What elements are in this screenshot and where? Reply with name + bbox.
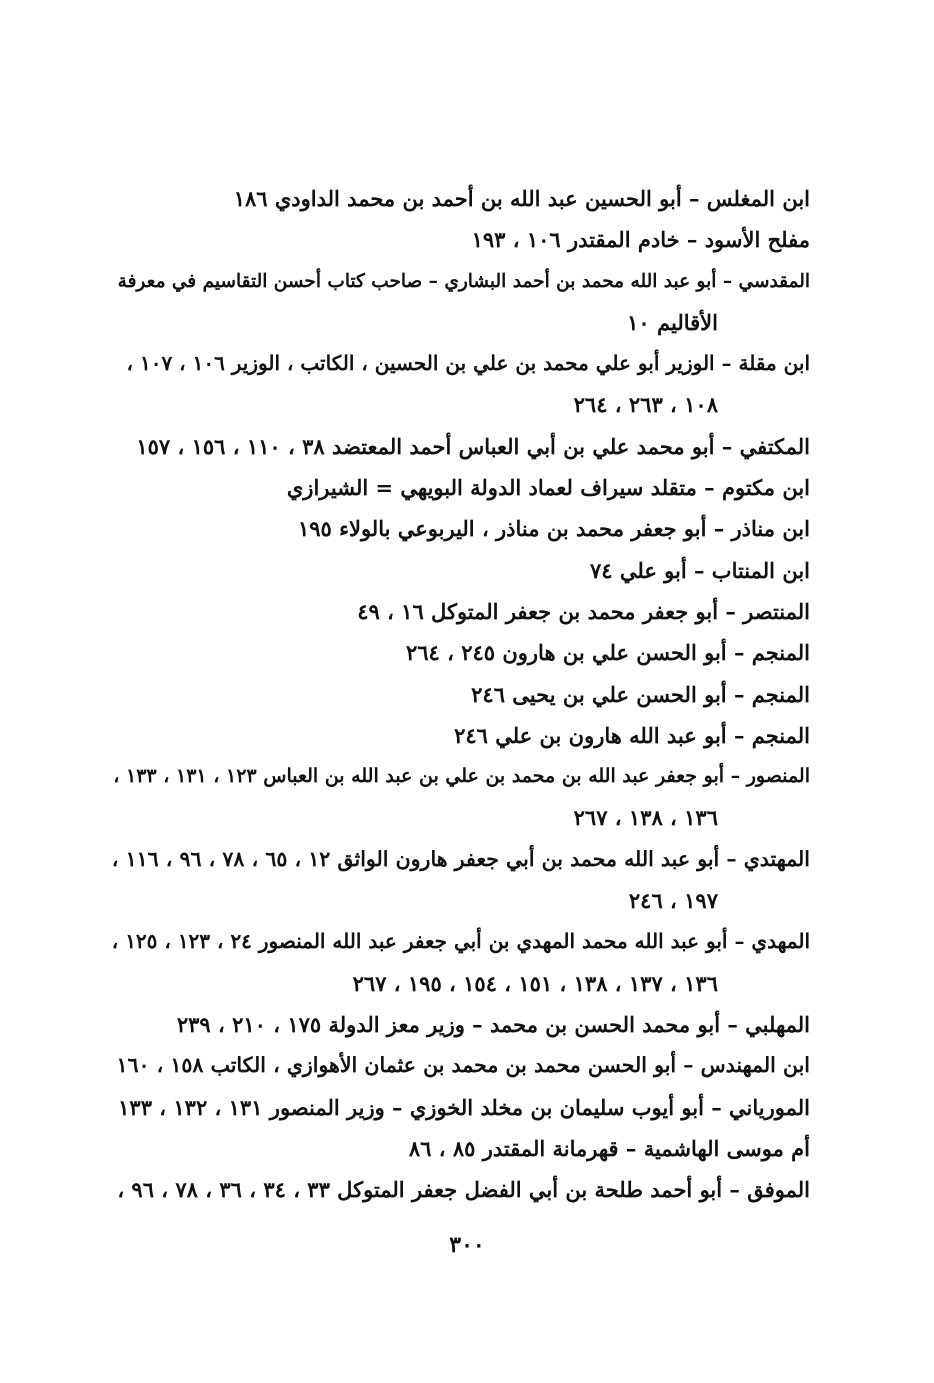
index-entry: المورياني – أبو أيوب سليمان بن مخلد الخوزي – وزير المنصور ١٣١ ، ١٣٢ ، ١٣٣	[118, 1094, 810, 1120]
index-entry: ابن المغلس – أبو الحسين عبد الله بن أحمد بن محمد الداودي ١٨٦	[233, 186, 810, 211]
index-entry: المقدسي – أبو عبد الله محمد بن أحمد البشاري – صاحب كتاب أحسن التقاسيم في معرفة	[117, 270, 810, 292]
index-entry: المنجم – أبو الحسن علي بن يحيى ٢٤٦	[471, 681, 810, 707]
index-entry: المهلبي – أبو محمد الحسن بن محمد – وزير معز الدولة ١٧٥ ، ٢١٠ ، ٢٣٩	[176, 1011, 810, 1037]
index-entry: المنجم – أبو الحسن علي بن هارون ٢٤٥ ، ٢٦٤	[405, 640, 810, 666]
index-entry: المهتدي – أبو عبد الله محمد بن أبي جعفر هارون الواثق ١٢ ، ٦٥ ، ٧٨ ، ٩٦ ، ١١٦ ،	[111, 846, 810, 871]
index-entry-continuation: ١٣٦ ، ١٣٨ ، ٢٦٧	[573, 805, 718, 831]
index-entry: أم موسى الهاشمية – قهرمانة المقتدر ٨٥ ، ٨٦	[408, 1135, 810, 1161]
index-entry-continuation: ١٠٨ ، ٢٦٣ ، ٢٦٤	[573, 392, 718, 418]
name-index-list	[110, 178, 810, 1210]
index-entry: المنصور – أبو جعفر عبد الله بن محمد بن علي بن عبد الله بن العباس ١٢٣ ، ١٣١ ، ١٣٣ ،	[113, 765, 810, 788]
index-entry: المكتفي – أبو محمد علي بن أبي العباس أحمد المعتضد ٣٨ ، ١١٠ ، ١٥٦ ، ١٥٧	[136, 433, 810, 459]
index-entry-continuation: الأقاليم ١٠	[627, 309, 718, 335]
index-entry: المهدي – أبو عبد الله محمد المهدي بن أبي جعفر عبد الله المنصور ٢٤ ، ١٢٣ ، ١٢٥ ،	[111, 929, 810, 954]
index-entry: الموفق – أبو أحمد طلحة بن أبي الفضل جعفر المتوكل ٣٣ ، ٣٤ ، ٣٦ ، ٧٨ ، ٩٦ ،	[117, 1177, 810, 1203]
index-entry-continuation: ١٩٧ ، ٢٤٦	[628, 888, 718, 914]
index-entry: ابن المنتاب – أبو علي ٧٤	[589, 557, 810, 583]
index-entry: ابن مقلة – الوزير أبو علي محمد بن علي بن الحسين ، الكاتب ، الوزير ١٠٦ ، ١٠٧ ،	[126, 351, 810, 376]
page-number: ٣٠٠	[449, 1232, 485, 1258]
index-entry: المنتصر – أبو جعفر محمد بن جعفر المتوكل ١٦ ، ٤٩	[357, 598, 810, 624]
index-entry: ابن المهندس – أبو الحسن محمد بن محمد بن عثمان الأهوازي ، الكاتب ١٥٨ ، ١٦٠	[116, 1053, 810, 1078]
index-entry-continuation: ١٣٦ ، ١٣٧ ، ١٣٨ ، ١٥١ ، ١٥٤ ، ١٩٥ ، ٢٦٧	[352, 970, 718, 996]
index-entry: مفلح الأسود – خادم المقتدر ١٠٦ ، ١٩٣	[471, 227, 810, 253]
index-entry: المنجم – أبو عبد الله هارون بن علي ٢٤٦	[454, 722, 810, 748]
index-entry: ابن مناذر – أبو جعفر محمد بن مناذر ، اليربوعي بالولاء ١٩٥	[297, 516, 810, 542]
index-entry: ابن مكتوم – متقلد سيراف لعماد الدولة البويهي = الشيرازي	[286, 475, 810, 501]
